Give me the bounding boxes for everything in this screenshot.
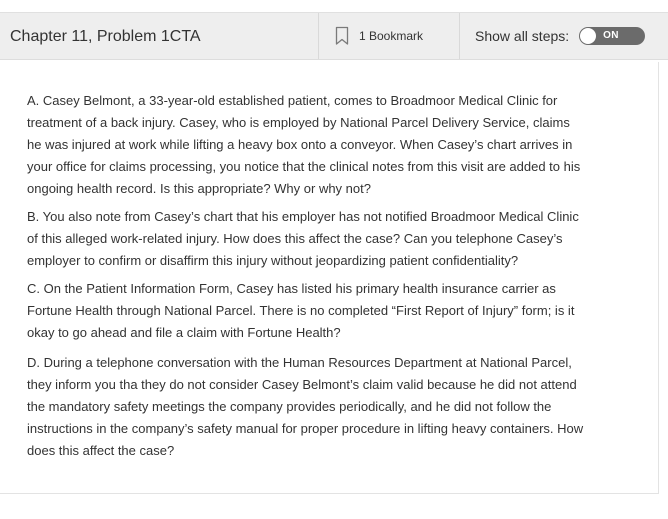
- bookmark-count-label: 1 Bookmark: [359, 29, 424, 43]
- question-line: the mandatory safety meetings the company provides periodically, and he did not follow the: [27, 399, 552, 414]
- show-all-steps-label: Show all steps:: [475, 28, 570, 44]
- toggle-state-label: ON: [603, 30, 619, 41]
- bookmark-button[interactable]: [335, 24, 423, 48]
- question-line: A. Casey Belmont, a 33-year-old established patient, comes to Broadmoor Medical Clinic for: [27, 93, 558, 108]
- problem-header: [0, 12, 668, 60]
- toggle-knob: [580, 28, 596, 44]
- question-line: does this affect the case?: [27, 443, 175, 458]
- question-line: D. During a telephone conversation with the Human Resources Department at National Parcel,: [27, 355, 572, 370]
- show-all-steps-toggle[interactable]: [579, 27, 645, 45]
- show-all-steps-control: [475, 13, 645, 59]
- question-line: ongoing health record. Is this appropriate? Why or why not?: [27, 181, 371, 196]
- question-line: okay to go ahead and file a claim with Fortune Health?: [27, 325, 341, 340]
- page-title: Chapter 11, Problem 1CTA: [10, 28, 201, 45]
- question-line: your office for claims processing, you notice that the clinical notes from this visit are added to his: [27, 159, 581, 174]
- header-divider: [459, 13, 460, 59]
- question-a: [27, 90, 637, 200]
- question-line: C. On the Patient Information Form, Casey has listed his primary health insurance carrier as: [27, 281, 556, 296]
- question-line: he was injured at work while lifting a heavy box onto a conveyor. When Casey’s chart arrives in: [27, 137, 573, 152]
- question-c: [27, 278, 637, 344]
- question-line: instructions in the company’s safety manual for proper procedure in lifting heavy containers. How: [27, 421, 584, 436]
- bookmark-icon: [335, 26, 349, 46]
- question-line: Fortune Health through National Parcel. There is no completed “First Report of Injury” form; is it: [27, 303, 575, 318]
- header-divider: [318, 13, 319, 59]
- question-line: of this alleged work-related injury. How does this affect the case? Can you telephone Casey’s: [27, 231, 563, 246]
- question-d: [27, 352, 637, 462]
- question-b: [27, 206, 637, 272]
- question-line: treatment of a back injury. Casey, who is employed by National Parcel Delivery Service, claims: [27, 115, 570, 130]
- question-line: they inform you tha they do not consider Casey Belmont’s claim valid because he did not attend: [27, 377, 577, 392]
- problem-content: [0, 62, 659, 494]
- question-line: employer to confirm or disaffirm this injury without jeopardizing patient confidentiality?: [27, 253, 519, 268]
- question-line: B. You also note from Casey’s chart that his employer has not notified Broadmoor Medical Clinic: [27, 209, 579, 224]
